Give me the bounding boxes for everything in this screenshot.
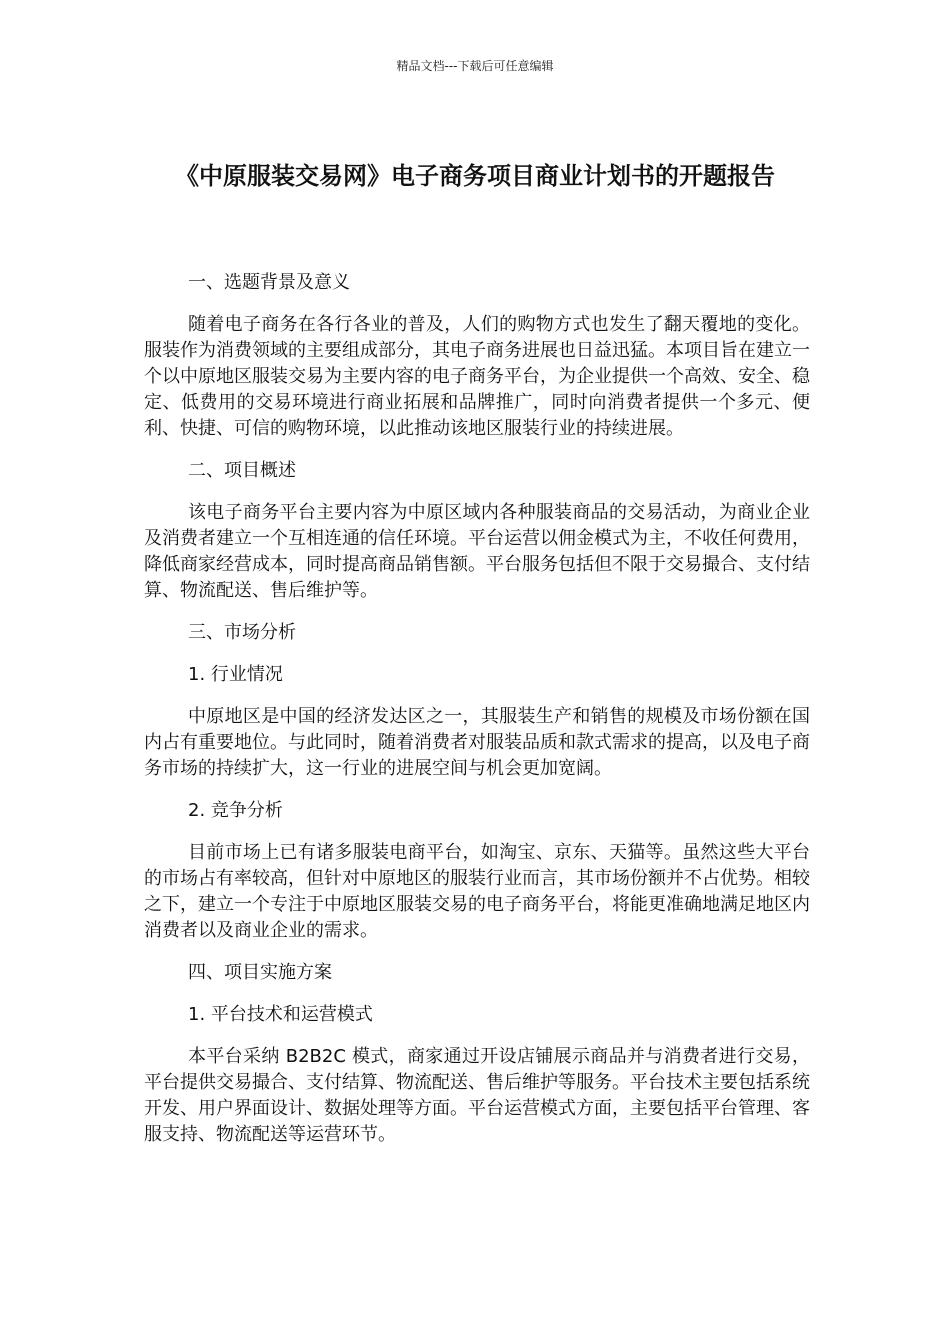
section-paragraph: 随着电子商务在各行各业的普及，人们的购物方式也发生了翻天覆地的变化。服装作为消费领域的主要组成部分，其电子商务进展也日益迅猛。本项目旨在建立一个以中原地区服装交易为主要内容的电子商务平台，为企业提供一个高效、安全、稳定、低费用的交易环境进行商业拓展和品牌推广，同时向消费者提供一个多元、便利、快捷、可信的购物环境，以此推动该地区服装行业的持续进展。 bbox=[144, 314, 810, 439]
document-body bbox=[144, 270, 810, 1164]
section-heading: 三、市场分析 bbox=[188, 622, 296, 643]
section-paragraph: 本平台采纳 B2B2C 模式，商家通过开设店铺展示商品并与消费者进行交易，平台提供交易撮合、支付结算、物流配送、售后维护等服务。平台技术主要包括系统开发、用户界面设计、数据处理等方面。平台运营模式方面，主要包括平台管理、客服支持、物流配送等运营环节。 bbox=[144, 1046, 810, 1145]
subsection-heading: 1. 平台技术和运营模式 bbox=[188, 1004, 373, 1025]
subsection-heading: 2. 竞争分析 bbox=[188, 800, 283, 821]
document-title: 《中原服装交易网》电子商务项目商业计划书的开题报告 bbox=[175, 162, 775, 191]
header-note: 精品文档---下载后可任意编辑 bbox=[396, 59, 554, 73]
section-heading: 四、项目实施方案 bbox=[188, 962, 332, 983]
section-heading: 一、选题背景及意义 bbox=[188, 272, 350, 293]
subsection-heading: 1. 行业情况 bbox=[188, 664, 283, 685]
section-paragraph: 该电子商务平台主要内容为中原区域内各种服装商品的交易活动，为商业企业及消费者建立一个互相连通的信任环境。平台运营以佣金模式为主，不收任何费用，降低商家经营成本，同时提高商品销售额。平台服务包括但不限于交易撮合、支付结算、物流配送、售后维护等。 bbox=[144, 502, 810, 601]
section-paragraph: 中原地区是中国的经济发达区之一，其服装生产和销售的规模及市场份额在国内占有重要地位。与此同时，随着消费者对服装品质和款式需求的提高，以及电子商务市场的持续扩大，这一行业的进展空间与机会更加宽阔。 bbox=[144, 706, 810, 779]
section-paragraph: 目前市场上已有诸多服装电商平台，如淘宝、京东、天猫等。虽然这些大平台的市场占有率较高，但针对中原地区的服装行业而言，其市场份额并不占优势。相较之下，建立一个专注于中原地区服装交易的电子商务平台，将能更准确地满足地区内消费者以及商业企业的需求。 bbox=[144, 842, 810, 941]
section-heading: 二、项目概述 bbox=[188, 460, 296, 481]
